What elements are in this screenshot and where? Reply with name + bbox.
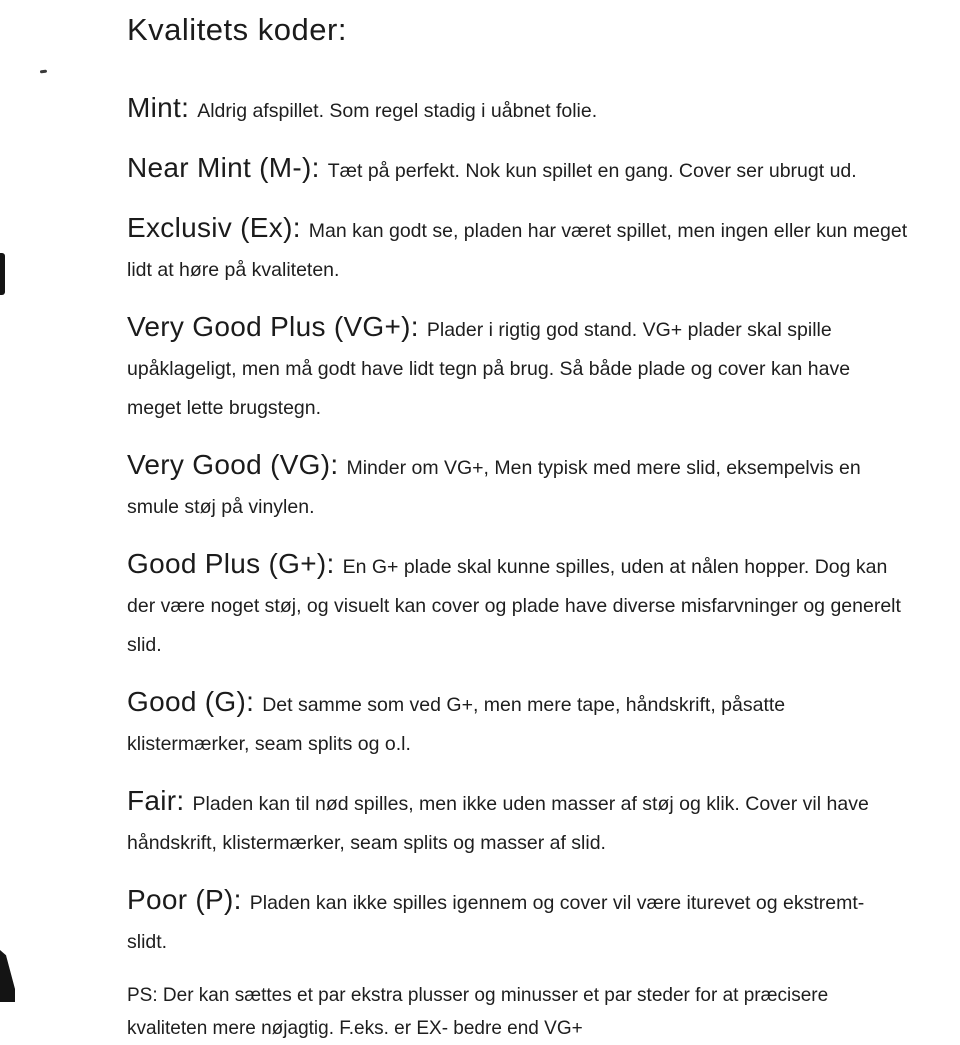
grade-entry-fair — [127, 781, 908, 863]
grade-term: Very Good (VG): — [127, 449, 339, 480]
grade-term: Exclusiv (Ex): — [127, 212, 301, 243]
grade-description: Plader i rigtig god stand. VG+ plader skal spille upåklageligt, men må godt have lidt tegn på brug. Så både plade og cover kan have meget lette brugstegn. — [127, 319, 851, 419]
grade-term: Very Good Plus (VG+): — [127, 311, 419, 342]
grade-entry-mint — [127, 88, 908, 131]
grade-description: En G+ plade skal kunne spilles, uden at nålen hopper. Dog kan der være noget støj, og visuelt kan cover og plade have diverse misfarvninger og generelt slid. — [127, 556, 901, 656]
grade-term: Near Mint (M-): — [127, 152, 320, 183]
grade-term: Poor (P): — [127, 884, 242, 915]
grade-description: Det samme som ved G+, men mere tape, håndskrift, påsatte klistermærker, seam splits og o.l. — [127, 694, 786, 755]
grade-description: Pladen kan ikke spilles igennem og cover vil være iturevet og ekstremt- slidt. — [127, 892, 865, 953]
page-title: Kvalitets koder: — [127, 12, 347, 47]
grade-description: Aldrig afspillet. Som regel stadig i uåbnet folie. — [197, 100, 598, 122]
grade-term: Good (G): — [127, 686, 255, 717]
grade-entry-near-mint — [127, 148, 908, 191]
ps-note: PS: Der kan sættes et par ekstra plusser og minusser et par steder for at præcisere kvaliteten mere nøjagtig. F.eks. er EX- bedre end VG+ — [127, 985, 829, 1039]
scan-mark-dash — [40, 70, 47, 74]
grade-description: Minder om VG+, Men typisk med mere slid, eksempelvis en smule støj på vinylen. — [127, 457, 861, 518]
grade-entry-poor — [127, 880, 908, 962]
grade-entry-good-plus — [127, 544, 908, 665]
grade-term: Mint: — [127, 92, 190, 123]
grade-description: Man kan godt se, pladen har været spillet, men ingen eller kun meget lidt at høre på kvaliteten. — [127, 220, 908, 281]
grade-entry-good — [127, 682, 908, 764]
grade-term: Good Plus (G+): — [127, 548, 335, 579]
grade-term: Fair: — [127, 785, 185, 816]
scan-mark-bottom-corner — [0, 950, 15, 1002]
grade-entry-very-good-plus — [127, 307, 908, 428]
grade-description: Pladen kan til nød spilles, men ikke uden masser af støj og klik. Cover vil have håndskrift, klistermærker, seam splits og masser af slid. — [127, 793, 869, 854]
document-page — [127, 12, 908, 1045]
grade-entry-very-good — [127, 445, 908, 527]
grade-description: Tæt på perfekt. Nok kun spillet en gang. Cover ser ubrugt ud. — [327, 160, 857, 182]
grade-entry-exclusiv — [127, 208, 908, 290]
scan-mark-left-edge — [0, 253, 5, 295]
